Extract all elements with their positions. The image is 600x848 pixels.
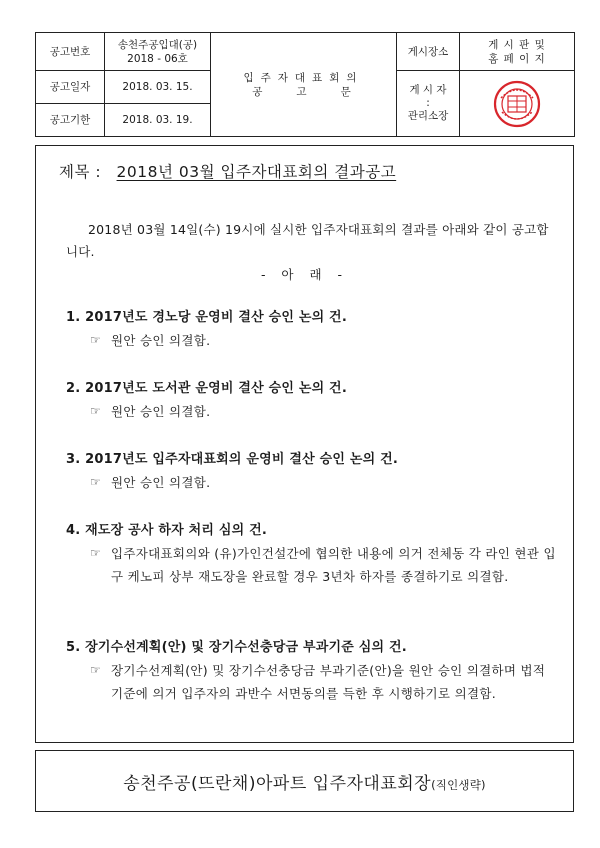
notice-number-label: 공고번호: [36, 33, 105, 71]
signature-line: [36, 769, 573, 794]
agenda-item-heading: 3. 2017년도 입주자대표회의 운영비 결산 승인 논의 건.: [66, 452, 398, 467]
subject-line: [59, 160, 396, 182]
pointing-hand-icon: ☞: [90, 404, 102, 418]
pointing-hand-icon: ☞: [90, 333, 102, 347]
notice-body: [35, 145, 574, 743]
subject-title: 2018년 03월 입주자대표회의 결과공고: [116, 163, 397, 181]
agenda-item-detail: ☞ 원안 승인 의결함.: [66, 400, 556, 423]
agenda-item-detail: ☞ 원안 승인 의결함.: [66, 471, 556, 494]
agenda-item-4: [66, 519, 556, 588]
seal-omitted-note: (직인생략): [431, 778, 486, 792]
notice-date-label: 공고일자: [36, 71, 105, 104]
agenda-item-detail: ☞ 원안 승인 의결함.: [66, 329, 556, 352]
intro-paragraph: 2018년 03월 14일(수) 19시에 실시한 입주자대표회의 결과를 아래와 같이 공고합니다.: [66, 222, 549, 259]
notice-number-value: 송천주공입대(공) 2018 - 06호: [105, 33, 211, 71]
signer-name: 송천주공(뜨란채)아파트 입주자대표회장: [123, 774, 432, 794]
notice-deadline-value: 2018. 03. 19.: [105, 104, 211, 137]
agenda-item-1: [66, 306, 556, 352]
signature-box: [35, 750, 574, 812]
agenda-item-heading: 4. 재도장 공사 하자 처리 심의 건.: [66, 523, 267, 538]
poster-label: 게 시 자 : 관리소장: [397, 71, 460, 137]
pointing-hand-icon: ☞: [90, 663, 102, 677]
notice-date-value: 2018. 03. 15.: [105, 71, 211, 104]
post-place-value: 게 시 판 및 홈 페 이 지: [460, 33, 575, 71]
notice-title: 입주자대표회의 공고문: [211, 33, 397, 137]
subject-label: 제목 :: [59, 163, 102, 181]
ara-heading: - 아 래 -: [260, 267, 349, 282]
pointing-hand-icon: ☞: [90, 475, 102, 489]
agenda-item-heading: 1. 2017년도 경노당 운영비 결산 승인 논의 건.: [66, 310, 347, 325]
agenda-item-detail: ☞ 장기수선계획(안) 및 장기수선충당금 부과기준(안)을 원안 승인 의결하며 법적기준에 의거 입주자의 과반수 서면동의를 득한 후 시행하기로 의결함.: [66, 659, 556, 705]
post-place-label: 게시장소: [397, 33, 460, 71]
notice-header-table: [35, 32, 575, 137]
agenda-item-detail: ☞ 입주자대표회의와 (유)가인건설간에 협의한 내용에 의거 전체동 각 라인 현관 입구 케노피 상부 재도장을 완료할 경우 3년차 하자를 종결하기로 의결함.: [66, 542, 556, 588]
agenda-item-heading: 2. 2017년도 도서관 운영비 결산 승인 논의 건.: [66, 381, 347, 396]
pointing-hand-icon: ☞: [90, 546, 102, 560]
official-seal-stamp: [493, 80, 541, 128]
agenda-item-heading: 5. 장기수선계획(안) 및 장기수선충당금 부과기준 심의 건.: [66, 640, 407, 655]
seal-cell: [460, 71, 575, 137]
agenda-item-3: [66, 448, 556, 494]
agenda-item-5: [66, 636, 556, 705]
agenda-item-2: [66, 377, 556, 423]
notice-deadline-label: 공고기한: [36, 104, 105, 137]
